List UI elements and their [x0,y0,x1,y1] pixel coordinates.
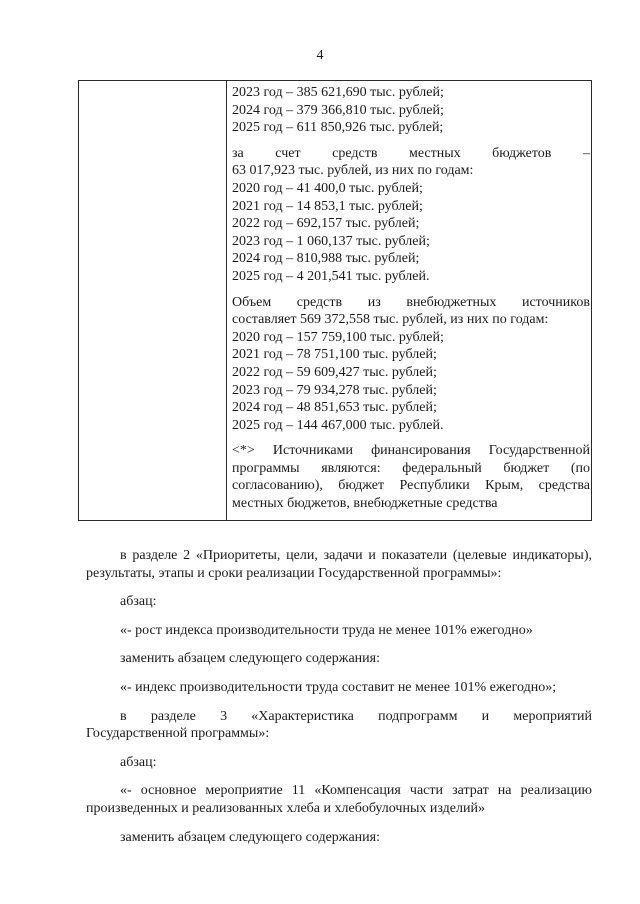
local-line-2022: 2022 год – 692,157 тыс. рублей; [232,216,420,232]
extra-line-2024: 2024 год – 48 851,653 тыс. рублей; [232,400,437,416]
funding-line-2024: 2024 год – 379 366,810 тыс. рублей; [232,102,444,118]
paragraph-label: абзац: [120,594,157,610]
extra-line-2023: 2023 год – 79 934,278 тыс. рублей; [232,382,437,398]
local-line-2025: 2025 год – 4 201,541 тыс. рублей. [232,268,430,284]
local-lead-word: местных [408,145,461,161]
local-lead-word: счет [275,145,301,161]
section-3-amendment-intro-cont: Государственной программы»: [86,726,270,742]
local-lead-word: за [232,145,244,161]
new-paragraph-text: «- индекс производительности труда составит не менее 101% ежегодно»; [120,679,557,695]
funding-table-cell [232,84,590,513]
local-line-2021: 2021 год – 14 853,1 тыс. рублей; [232,198,423,214]
replace-instruction: заменить абзацем следующего содержания: [120,651,380,667]
replace-instruction-2: заменить абзацем следующего содержания: [120,829,380,845]
extra-line-2020: 2020 год – 157 759,100 тыс. рублей; [232,329,444,345]
extrabudgetary-block [232,294,590,435]
section3-word: 3 [220,708,228,724]
regional-budget-years-block [232,84,590,137]
section3-word: «Характеристика [251,708,354,724]
local-line-2024: 2024 год – 810,988 тыс. рублей; [232,251,420,267]
extrabudgetary-lead-line [232,294,590,312]
extra-total-line: составляет 569 372,558 тыс. рублей, из них по годам: [232,312,549,328]
extra-line-2022: 2022 год – 59 609,427 тыс. рублей; [232,364,437,380]
local-lead-word: бюджетов [492,145,552,161]
funding-line-2023: 2023 год – 385 621,690 тыс. рублей; [232,85,444,100]
local-line-2023: 2023 год – 1 060,137 тыс. рублей; [232,233,430,249]
section-2-amendment-intro: в разделе 2 «Приоритеты, цели, задачи и показатели (целевые индикаторы), результаты, этапы и сроки реализации Государственной программы»: [86,548,592,581]
local-budget-lead-line [232,145,590,163]
extra-line-2021: 2021 год – 78 751,100 тыс. рублей; [232,347,437,363]
funding-sources-note: <*> Источниками финансирования Государственной программы являются: федеральный бюджет (по согласованию), бюджет Республики Крым, средства местных бюджетов, внебюджетные средства [232,443,590,512]
paragraph-label: абзац: [120,754,157,770]
section3-word: подпрограмм [378,708,458,724]
section3-word: разделе [150,708,196,724]
extra-lead-word: источников [521,294,590,310]
funding-table [78,80,592,521]
old-paragraph-text-2: «- основное мероприятие 11 «Компенсация части затрат на реализацию произведенных и реализованных хлеба и хлебобулочных изделий» [86,783,592,816]
local-line-2020: 2020 год – 41 400,0 тыс. рублей; [232,180,423,196]
page-number: 4 [316,48,324,63]
table-column-divider [226,81,227,520]
funding-line-2025: 2025 год – 611 850,926 тыс. рублей; [232,120,444,136]
extra-lead-word: внебюджетных [406,294,497,310]
section3-word: и [481,708,490,724]
local-lead-word: средств [332,145,378,161]
local-total-line: 63 017,923 тыс. рублей, из них по годам: [232,163,474,179]
extra-lead-word: Объем [232,294,272,310]
section-3-amendment-intro [86,708,592,726]
section3-word: мероприятий [513,708,592,724]
extra-line-2025: 2025 год – 144 467,000 тыс. рублей. [232,417,444,433]
local-lead-word: – [582,145,590,161]
document-body [86,547,592,857]
extra-lead-word: из [367,294,381,310]
section3-word: в [120,708,127,724]
old-paragraph-text: «- рост индекса производительности труда не менее 101% ежегодно» [120,622,533,638]
extra-lead-word: средств [296,294,343,310]
local-budget-block [232,145,590,286]
